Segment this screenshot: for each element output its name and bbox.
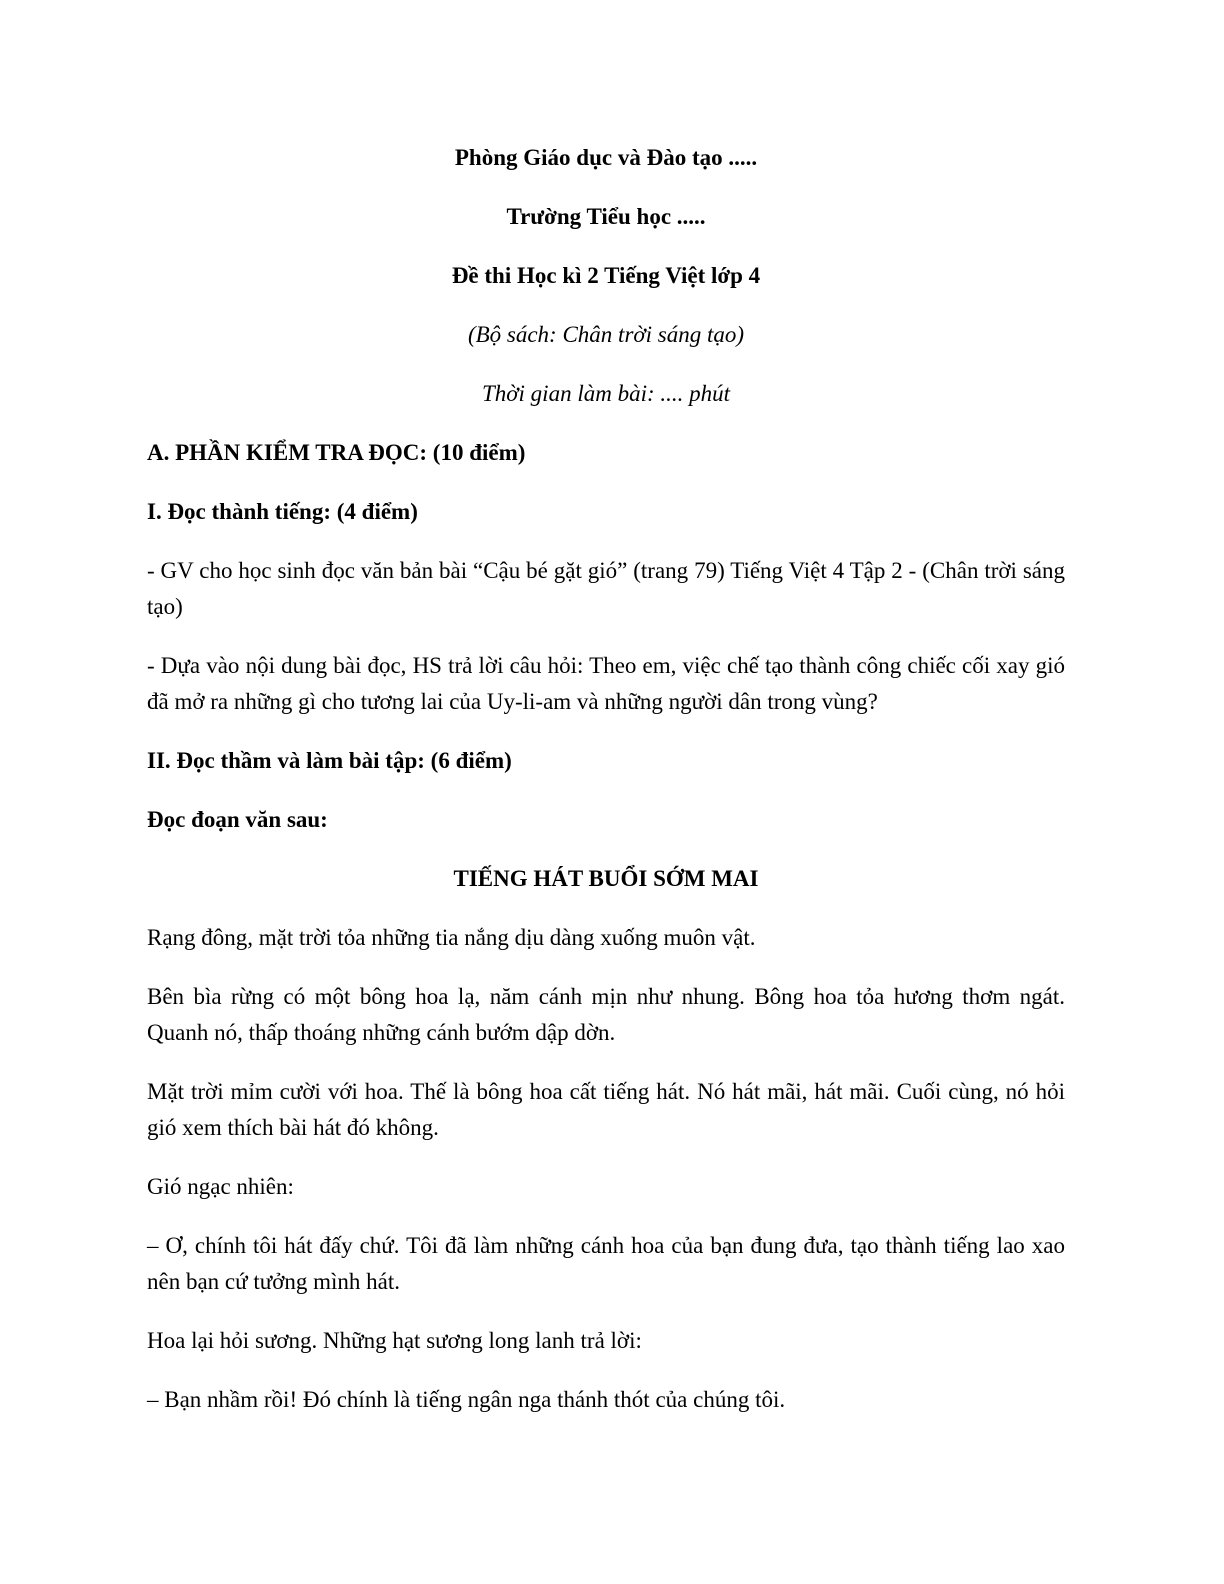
part-2-prompt: Đọc đoạn văn sau: [147, 807, 328, 832]
story-paragraph: – Bạn nhầm rồi! Đó chính là tiếng ngân nga thánh thót của chúng tôi. [147, 1387, 786, 1412]
exam-title: Đề thi Học kì 2 Tiếng Việt lớp 4 [451, 263, 761, 288]
time-allowed: Thời gian làm bài: .... phút [481, 381, 731, 406]
document-page [147, 140, 1065, 1441]
part-1-instruction-2: - Dựa vào nội dung bài đọc, HS trả lời câu hỏi: Theo em, việc chế tạo thành công chiếc cối xay gió đã mở ra những gì cho tương lai của Uy-li-am và những người dân trong vùng? [147, 653, 1065, 714]
school-line: Trường Tiểu học ..... [506, 204, 706, 229]
part-1-heading: I. Đọc thành tiếng: (4 điểm) [147, 499, 418, 524]
story-paragraph: Mặt trời mỉm cười với hoa. Thế là bông hoa cất tiếng hát. Nó hát mãi, hát mãi. Cuối cùng, nó hỏi gió xem thích bài hát đó không. [147, 1079, 1065, 1140]
department-line: Phòng Giáo dục và Đào tạo ..... [454, 145, 758, 170]
story-paragraph: – Ơ, chính tôi hát đấy chứ. Tôi đã làm những cánh hoa của bạn đung đưa, tạo thành tiếng lao xao nên bạn cứ tưởng mình hát. [147, 1233, 1065, 1294]
story-paragraph: Bên bìa rừng có một bông hoa lạ, năm cánh mịn như nhung. Bông hoa tỏa hương thơm ngát. Quanh nó, thấp thoáng những cánh bướm dập dờn. [147, 984, 1065, 1045]
story-title: TIẾNG HÁT BUỔI SỚM MAI [453, 866, 759, 891]
section-a-heading: A. PHẦN KIỂM TRA ĐỌC: (10 điểm) [147, 440, 526, 465]
part-1-instruction-1: - GV cho học sinh đọc văn bản bài “Cậu bé gặt gió” (trang 79) Tiếng Việt 4 Tập 2 - (Chân trời sáng tạo) [147, 558, 1065, 619]
story-paragraph: Rạng đông, mặt trời tỏa những tia nắng dịu dàng xuống muôn vật. [147, 925, 756, 950]
book-series: (Bộ sách: Chân trời sáng tạo) [467, 322, 745, 347]
story-paragraph: Hoa lại hỏi sương. Những hạt sương long lanh trả lời: [147, 1328, 642, 1353]
story-paragraph: Gió ngạc nhiên: [147, 1174, 294, 1199]
part-2-heading: II. Đọc thầm và làm bài tập: (6 điểm) [147, 748, 512, 773]
